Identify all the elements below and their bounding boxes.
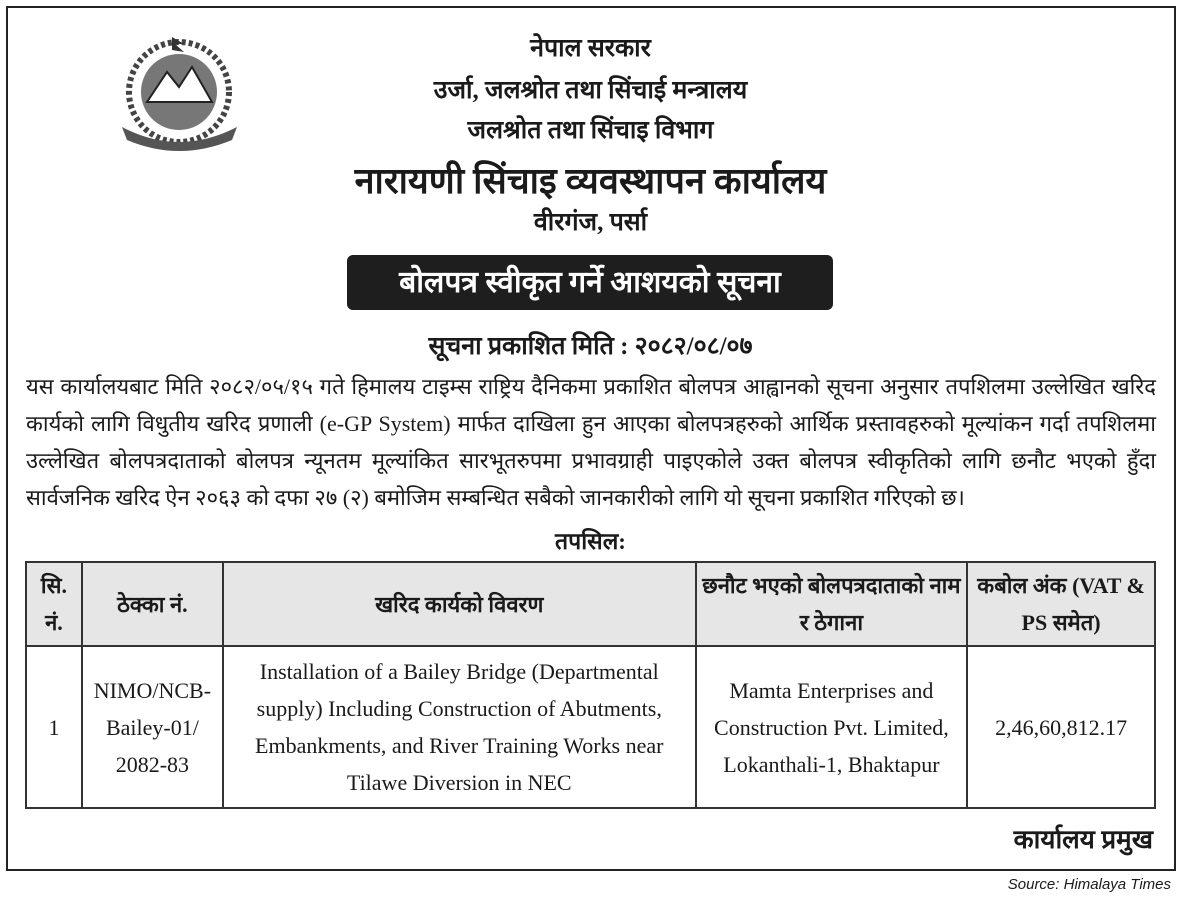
details-table xyxy=(25,561,1156,809)
header-serial: सि. नं. xyxy=(26,562,82,646)
cell-amount: 2,46,60,812.17 xyxy=(967,646,1155,808)
cell-bidder: Mamta Enterprises and Construction Pvt. Limited, Lokanthali-1, Bhaktapur xyxy=(696,646,967,808)
header-department: जलश्रोत तथा सिंचाइ विभाग xyxy=(467,117,714,144)
cell-serial: 1 xyxy=(26,646,82,808)
signature-office-chief: कार्यालय प्रमुख xyxy=(1013,825,1153,854)
notice-body: यस कार्यालयबाट मिति २०८२/०५/१५ गते हिमालय टाइम्स राष्ट्रिय दैनिकमा प्रकाशित बोलपत्र आह्वानको सूचना अनुसार तपशिलमा उल्लेखित खरिद कार्यको लागि विधुतीय खरिद प्रणाली (e-GP System) मार्फत दाखिला हुन आएका बोलपत्रहरुको आर्थिक प्रस्तावहरुको मूल्यांकन गर्दा तपशिलमा उल्लेखित बोलपत्रदाताको बोलपत्र न्यूनतम मूल्यांकित सारभूतरुपमा प्रभावग्राही पाइएकोले उक्त बोलपत्र स्वीकृतिको लागि छनौट भएको हुँदा सार्वजनिक खरिद ऐन २०६३ को दफा २७ (२) बमोजिम सम्बन्धित सबैको जानकारीको लागि यो सूचना प्रकाशित गरिएको छ। xyxy=(26,374,1156,510)
header-government: नेपाल सरकार xyxy=(530,35,651,62)
header-bidder: छनौट भएको बोलपत्रदाताको नाम र ठेगाना xyxy=(696,562,967,646)
cell-description: Installation of a Bailey Bridge (Departmental supply) Including Construction of Abutments, Embankments, and River Training Works near Tilawe Diversion in NEC xyxy=(223,646,696,808)
header-contract-no: ठेक्का नं. xyxy=(82,562,223,646)
source-credit: Source: Himalaya Times xyxy=(1007,876,1171,893)
details-heading: तपसिल: xyxy=(555,529,626,554)
notice-title-banner: बोलपत्र स्वीकृत गर्ने आशयको सूचना xyxy=(347,255,833,310)
table-row xyxy=(26,646,1155,808)
header-office: नारायणी सिंचाइ व्यवस्थापन कार्यालय xyxy=(354,161,827,201)
cell-contract-no: NIMO/NCB-Bailey-01/ 2082-83 xyxy=(82,646,223,808)
header-location: वीरगंज, पर्सा xyxy=(533,209,648,236)
table-header-row xyxy=(26,562,1155,646)
published-date: सूचना प्रकाशित मिति : २०८२/०८/०७ xyxy=(428,333,753,360)
header-amount: कबोल अंक (VAT & PS समेत) xyxy=(967,562,1155,646)
header-ministry: उर्जा, जलश्रोत तथा सिंचाई मन्त्रालय xyxy=(433,77,748,104)
header-description: खरिद कार्यको विवरण xyxy=(223,562,696,646)
